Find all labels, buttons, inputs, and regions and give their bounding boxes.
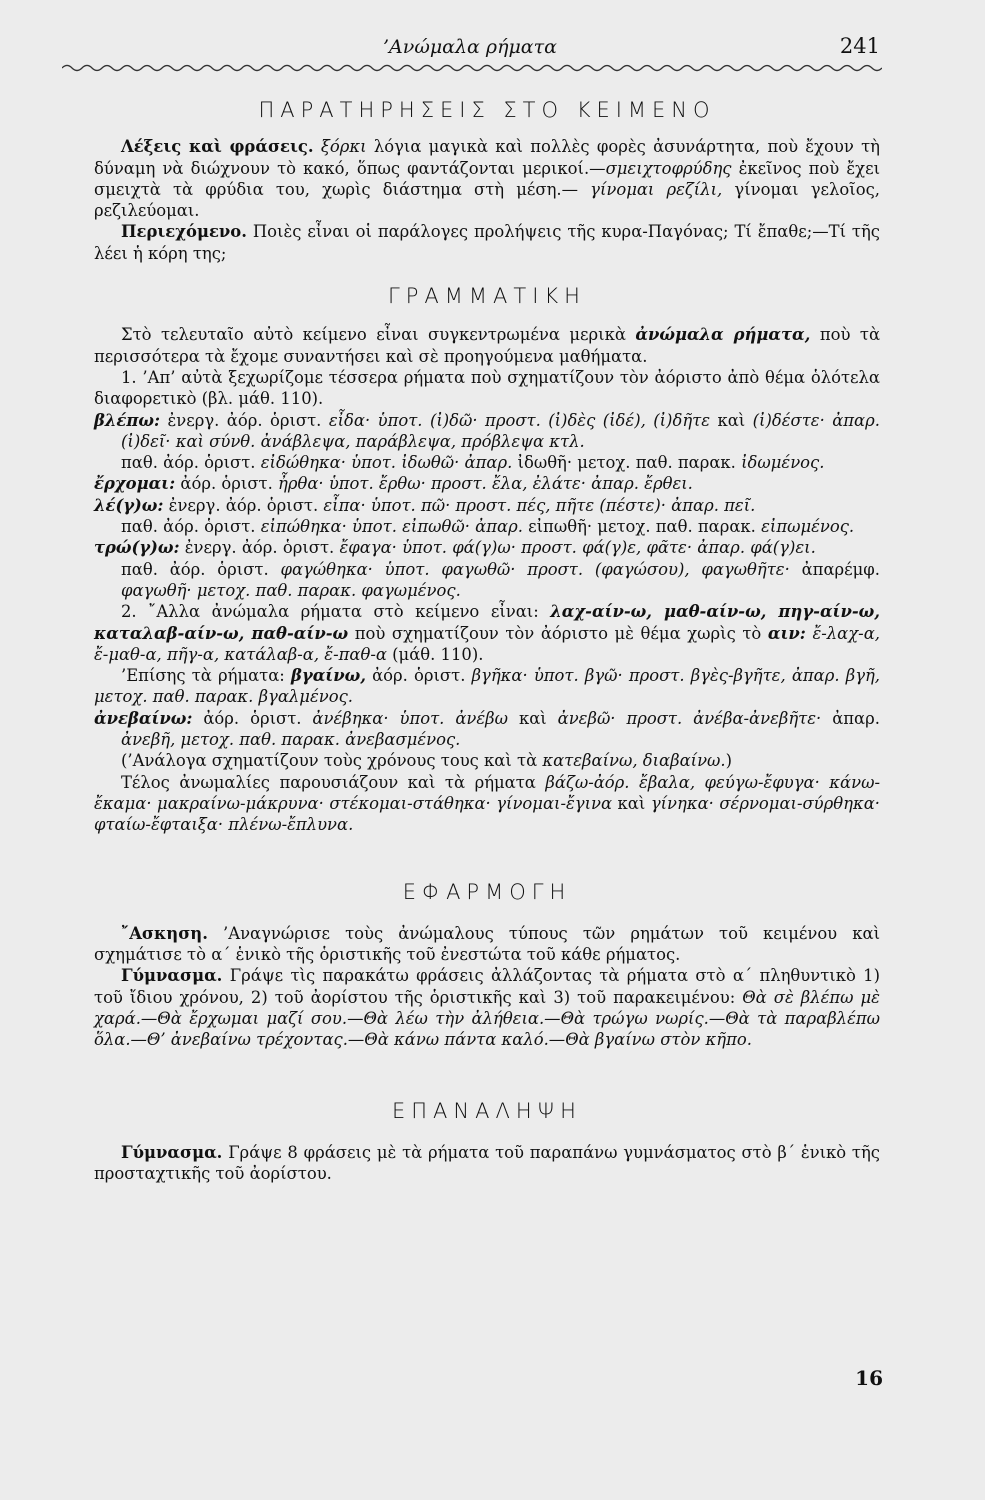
p3-c: ἀόρ. ὁριστ.: [372, 666, 466, 686]
anevaino-8: ἀνεβῆ, μετοχ. παθ. παρακ. ἀνεβασμένος.: [121, 730, 461, 750]
revision-text: Γράψε 8 φράσεις μὲ τὰ ρήματα τοῦ παραπάνω γυμνάσματος στὸ β΄ ἑνικὸ τῆς προσταχτικῆς τοῦ ἀορίστου.: [94, 1142, 880, 1184]
p2-a: 2. ῎Αλλα ἀνώμαλα ρήματα στὸ κείμενο εἶναι:: [121, 602, 539, 622]
erxomai-3: ἔρθω· προστ.: [378, 474, 487, 494]
anevaino-2: ἀνέβηκα· ὑποτ.: [312, 708, 445, 728]
blepo-p3: ἰδωθῶ· ἀπαρ.: [401, 453, 513, 473]
blepo-p5: ἰδωμένος.: [741, 453, 825, 473]
exercise-label: ῎Ασκηση.: [121, 923, 208, 943]
running-title: ’Ανώμαλα ρήματα: [383, 36, 557, 58]
trogo-label: τρώ(γ)ω:: [94, 538, 180, 558]
words-term-2: σμειχτοφρύδης: [605, 158, 732, 178]
words-def-3: γίνομαι γελοῖος, ρεζιλεύομαι.: [94, 179, 880, 221]
anevaino-1: ἀόρ. ὁριστ.: [203, 708, 302, 728]
grammar-intro-a: Στὸ τελευταῖο αὐτὸ κείμενο εἶναι συγκεντρωμένα μερικὰ: [121, 325, 626, 345]
blepo-p4: ἰδωθῆ· μετοχ. παθ. παρακ.: [517, 453, 736, 473]
blepo-entry: [94, 410, 880, 453]
trogo-p1: παθ. ἀόρ. ὁριστ.: [121, 559, 269, 579]
lego-p1: παθ. ἀόρ. ὁριστ.: [121, 517, 256, 537]
p2-f: (μάθ. 110).: [392, 644, 484, 664]
lego-p2: εἰπώθηκα· ὑποτ.: [260, 517, 397, 537]
lego-3: πῶ· προστ.: [420, 495, 512, 515]
practice-label: Γύμνασμα.: [121, 966, 223, 986]
trogo-p6: φαγωμένος.: [361, 580, 461, 600]
trogo-p5: φαγωθῆ· μετοχ. παθ. παρακ.: [121, 580, 357, 600]
anevaino-3: ἀνέβω: [455, 708, 509, 728]
blepo-1: ἐνεργ. ἀόρ. ὁριστ.: [167, 410, 322, 430]
blepo-label: βλέπω:: [94, 410, 160, 430]
content-label: Περιεχόμενο.: [121, 222, 247, 242]
erxomai-2: ἦρθα· ὑποτ.: [278, 474, 374, 494]
words-def-2: ἐκεῖνος ποὺ ἔχει σμειχτὰ τὰ φρύδια του, χωρὶς διάστημα στὴ μέση.—: [94, 158, 881, 199]
p3-b: βγαίνω,: [290, 666, 366, 686]
trogo-passive: [94, 559, 880, 602]
analoga-a: (’Ανάλογα σχηματίζουν τοὺς χρόνους τους καὶ τὰ: [121, 751, 538, 771]
revision-label: Γύμνασμα.: [121, 1142, 223, 1162]
content-text: Ποιὲς εἶναι οἱ παράλογες προλήψεις τῆς κυρα-Παγόνας; Τί ἔπαθε;—Τί τῆς λέει ἡ κόρη της;: [94, 222, 880, 263]
trogo-4: φά(γ)ε, φᾶτε· ἀπαρ. φά(γ)ει.: [582, 538, 816, 558]
telos-c: καὶ: [617, 793, 646, 813]
lego-passive: [94, 516, 880, 537]
signature-number: 16: [855, 1366, 883, 1390]
trogo-2: ἔφαγα· ὑποτ.: [339, 538, 447, 558]
exercise-text: ’Αναγνώρισε τοὺς ἀνώμαλους τύπους τῶν ρημάτων τοῦ κειμένου καὶ σχημάτισε τὸ α΄ ἑνικὸ τῆς ὁριστικῆς τοῦ ἐνεστώτα τοῦ κάθε ρήματος.: [94, 923, 880, 965]
trogo-p4: ἀπαρέμφ.: [801, 559, 880, 579]
grammar-heading: ΓΡΑΜΜΑΤΙΚΗ: [388, 284, 586, 309]
grammar-intro-b: ἀνώμαλα ρήματα,: [635, 325, 811, 345]
practice-text: Γράψε τὶς παρακάτω φράσεις ἀλλάζοντας τὰ ρήματα στὸ α΄ πληθυντικὸ 1) τοῦ ἴδιου χρόνου, 2) τοῦ ἀορίστου τῆς ὁριστικῆς καὶ 3) τοῦ παρακειμένου:: [94, 966, 880, 1007]
grammar-intro: [94, 324, 880, 367]
running-head: [60, 34, 880, 64]
lego-4: πές, πῆτε (πέστε)· ἀπαρ. πεῖ.: [516, 495, 756, 515]
blepo-5: (ἰ)δέστε· ἀπαρ. (ἰ)δεῖ· καὶ σύνθ. ἀνάβλεψα, παράβλεψα, πρόβλεψα κτλ.: [121, 410, 880, 451]
grammar-p2: [94, 601, 880, 665]
exercise-paragraph: [94, 923, 880, 966]
application-heading: ΕΦΑΡΜΟΓΗ: [402, 879, 572, 904]
words-def-1: λόγια μαγικὰ καὶ πολλὲς φορὲς ἀσυνάρτητα, ποὺ ἔχουν τὴ δύναμη νὰ διώχνουν τὸ κακό, ὅπως φαντάζονται μερικοί.—: [94, 137, 880, 178]
revision-heading: ΕΠΑΝΑΛΗΨΗ: [392, 1098, 582, 1123]
erxomai-label: ἔρχομαι:: [94, 474, 176, 494]
anevaino-7: ἀπαρ.: [832, 708, 880, 728]
trogo-p3: φαγωθῶ· προστ. (φαγώσου), φαγωθῆτε·: [441, 559, 790, 579]
telos-d: γίνηκα· σέρνομαι-σύρθηκα· φταίω-ἔφταιξα· πλένω-ἔπλυνα.: [94, 793, 880, 835]
revision-paragraph: [94, 1142, 880, 1185]
lego-entry: [94, 495, 880, 516]
lego-1: ἐνεργ. ἀόρ. ὁριστ.: [168, 495, 319, 515]
analoga-b: κατεβαίνω, διαβαίνω.: [542, 751, 726, 771]
p2-e: ἔ-λαχ-α, ἔ-μαθ-α, πῆγ-α, κατάλαβ-α, ἔ-παθ-α: [94, 623, 880, 664]
anevaino-6: ἀνέβα-ἀνεβῆτε·: [693, 708, 822, 728]
anevaino-5: ἀνεβῶ· προστ.: [557, 708, 683, 728]
analoga-c: ): [725, 751, 733, 771]
lego-2: εἶπα· ὑποτ.: [323, 495, 416, 515]
p2-b: λαχ-αίν-ω, μαθ-αίν-ω, πηγ-αίν-ω, καταλαβ-αίν-ω, παθ-αίν-ω: [94, 602, 880, 643]
blepo-3: (ἰ)δῶ· προστ. (ἰ)δὲς (ἰδέ), (ἰ)δῆτε: [429, 410, 711, 430]
p3-d: βγῆκα· ὑποτ. βγῶ· προστ. βγὲς-βγῆτε, ἀπαρ. βγῆ, μετοχ. παθ. παρακ. βγαλμένος.: [94, 666, 881, 707]
trogo-entry: [94, 537, 880, 558]
erxomai-entry: [94, 473, 880, 494]
erxomai-4: ἔλα, ἐλάτε· ἀπαρ. ἔρθει.: [491, 474, 693, 494]
p2-d: αιν:: [767, 623, 806, 643]
observations-heading: ΠΑΡΑΤΗΡΗΣΕΙΣ ΣΤΟ ΚΕΙΜΕΝΟ: [258, 98, 716, 122]
blepo-p1: παθ. ἀόρ. ὁριστ.: [121, 453, 256, 473]
p3-a: ’Επίσης τὰ ρήματα:: [121, 666, 285, 686]
words-paragraph: [94, 136, 880, 221]
words-term-1: ξόρκι: [320, 137, 367, 157]
lego-label: λέ(γ)ω:: [94, 495, 164, 515]
words-label: Λέξεις καὶ φράσεις.: [121, 137, 314, 157]
anevaino-4: καὶ: [518, 708, 547, 728]
blepo-passive: [94, 452, 880, 473]
telos-paragraph: [94, 772, 880, 836]
blepo-4: καὶ: [717, 410, 746, 430]
page-number: 241: [839, 34, 880, 58]
words-term-3: γίνομαι ρεζίλι,: [590, 179, 723, 199]
practice-paragraph: [94, 965, 880, 1050]
trogo-3: φά(γ)ω· προστ.: [452, 538, 577, 558]
blepo-p2: εἰδώθηκα· ὑποτ.: [260, 453, 397, 473]
grammar-p1: 1. ’Απ’ αὐτὰ ξεχωρίζομε τέσσερα ρήματα ποὺ σχηματίζουν τὸν ἀόριστο ἀπὸ θέμα ὁλότελα διαφορετικὸ (βλ. μάθ. 110).: [94, 367, 880, 409]
content-paragraph: [94, 221, 880, 264]
wavy-rule: [62, 62, 882, 74]
lego-p4: εἰπωθῆ· μετοχ. παθ. παρακ.: [528, 517, 756, 537]
trogo-p2: φαγώθηκα· ὑποτ.: [280, 559, 430, 579]
erxomai-1: ἀόρ. ὁριστ.: [180, 474, 273, 494]
anevaino-label: ἀνεβαίνω:: [94, 708, 193, 728]
telos-a: Τέλος ἀνωμαλίες παρουσιάζουν καὶ τὰ ρήματα: [121, 772, 536, 792]
blepo-2: εἶδα· ὑποτ.: [328, 410, 423, 430]
p2-c: ποὺ σχηματίζουν τὸν ἀόριστο μὲ θέμα χωρὶς τὸ: [354, 623, 762, 643]
grammar-p3: [94, 665, 880, 708]
telos-b: βάζω-ἀόρ. ἔβαλα, φεύγω-ἔφυγα· κάνω-ἔκαμα· μακραίνω-μάκρυνα· στέκομαι-στάθηκα· γίνομαι-ἔγινα: [94, 772, 880, 813]
practice-phrases: Θὰ σὲ βλέπω μὲ χαρά.—Θὰ ἔρχωμαι μαζί σου.—Θὰ λέω τὴν ἀλήθεια.—Θὰ τρώγω νωρίς.—Θὰ τὰ παραβλέπω ὅλα.—Θ’ ἀνεβαίνω τρέχοντας.—Θὰ κάνω πάντα καλό.—Θὰ βγαίνω στὸν κῆπο.: [94, 987, 880, 1050]
lego-p5: εἰπωμένος.: [761, 517, 855, 537]
anevaino-entry: [94, 708, 880, 751]
grammar-intro-c: ποὺ τὰ περισσότερα τὰ ἔχομε συναντήσει καὶ σὲ προηγούμενα μαθήματα.: [94, 325, 881, 366]
lego-p3: εἰπωθῶ· ἀπαρ.: [402, 517, 523, 537]
analoga-paragraph: [94, 750, 880, 771]
page-content: [94, 98, 880, 1184]
trogo-1: ἐνεργ. ἀόρ. ὁριστ.: [184, 538, 335, 558]
